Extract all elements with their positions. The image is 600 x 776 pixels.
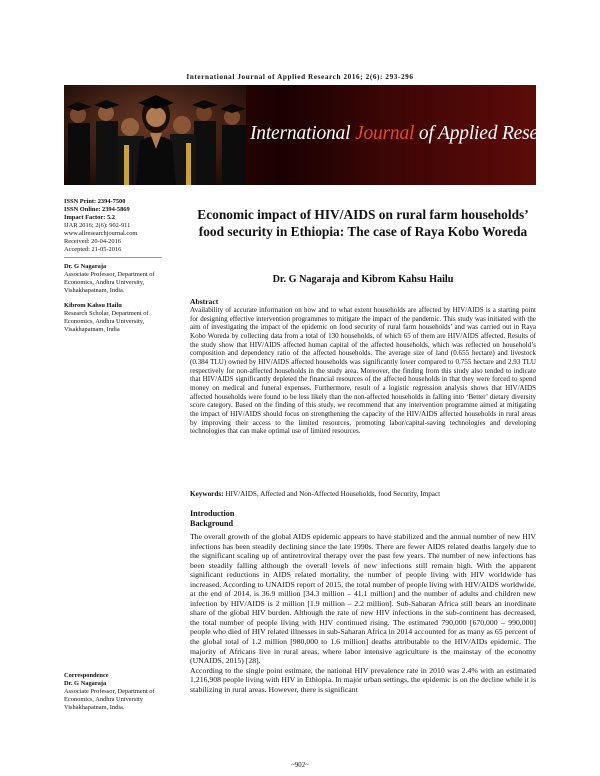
sidebar-divider (64, 257, 162, 258)
graduates-photo (64, 85, 246, 185)
body-paragraph-2: According to the single point estimate, the national HIV prevalence rate in 2010 was 2.4% with an estimated 1,216,908 people living with HIV in Ethiopia. In major urban settings, the epidemic is on the decline while it is stabilizing in rural areas. However, there is significant (190, 665, 536, 694)
author1-name: Dr. G Nagaraja (64, 263, 107, 270)
impact-factor: Impact Factor: 5.2 (64, 214, 115, 221)
page-number: ~902~ (291, 762, 309, 769)
body-paragraph-1: The overall growth of the global AIDS epidemic appears to have stabilized and the annual number of new HIV infections has been steadily declining since the late 1990s. There are fewer AIDS related deaths largely due to the significant scaling up of antiretroviral therapy over the past few years. The number of new infections has been steadily falling although the overall levels of new infections still remain high. With the apparent significant reductions in AIDS related mortality, the number of people living with HIV worldwide has increased. According to UNAIDS report of 2015, the total number of people living with HIV/AIDS worldwide, at the end of 2014, is 36.9 million [34.3 million – 41.1 million] and the number of adults and children new infection by HIV/AIDS is 2 million [1.9 million – 2.2 million]. Sub-Saharan Africa still bears an inordinate share of the global HIV burden. Although the rate of new HIV infections in the sub-continent has decreased, the total number of people living with HIV continued rising. The estimated 790,000 [670,000 – 990,000] people who died of HIV related illnesses in sub-Saharan Africa in 2014 accounted for as many as 65 percent of the global total of 1.2 million [980,000 to 1.6 million] deaths attributable to the HIV/AIDs epidemic. The majority of Africans live in rural areas, where labor intensive agriculture is the mainstay of the economy (UNAIDS, 2015) [28]. (190, 532, 536, 666)
body-text (190, 532, 536, 694)
introduction-heading: Introduction (190, 509, 235, 518)
abstract-heading: Abstract (190, 297, 219, 306)
abstract-text: Availability of accurate information on how and to what extent households are affected by HIV/AIDS is a starting point for designing effective intervention programmes to mitigate the impact of the pandemic. This study was initiated with the aim of investigating the impact of the epidemic on food security of rural farm households’ and was carried out in Raya Kobo Woreda by collecting data from a total of 130 households, of which 65 of them are HIV/AIDS affected. Results of the study show that HIV/AIDS affected human capital of the affected households, which was reflected on household’s composition and dependency ratio of the affected households. The average size of land (0.655 hectare) and livestock (0.384 TLU) owned by HIV/AIDS affected households was significantly lower compared to 0.755 hectare and 2.93 TLU respectively for non-affected households in the study area. Moreover, the finding from this study also tended to indicate that HIV/AIDS significantly depleted the financial resources of the affected households in that they were forced to spend money on medical and funeral expenses. Furthermore, result of a logistic regression analysis shows that HIV/AIDS affected households were found to be less likely than the non-affected households in falling into ‘Better’ dietary diversity score category. Based on the finding of this study, we recommend that any intervention programme aimed at mitigating the impact of HIV/AIDS should focus on strengthening the capacity of the HIV/AIDS affected households in rural areas by improving their access to the limited resources, promoting labor/capital-saving technologies and developing technologies that can make optimal use of limited resources. (190, 306, 536, 436)
keywords-line (190, 490, 536, 498)
author2-affiliation: Research Scholar, Department of Economics, Andhra University, Visakhapatnam, India (64, 310, 149, 333)
issn-print: ISSN Print: 2394-7500 (64, 198, 126, 205)
received-date: Received: 20-04-2016 (64, 238, 121, 245)
article-info-sidebar (64, 198, 164, 334)
correspondence-block (64, 672, 164, 712)
ijar-citation: IJAR 2016; 2(6): 902-911 (64, 222, 131, 229)
correspondence-name: Dr. G Nagaraja (64, 680, 107, 687)
issn-online: ISSN Online: 2394-5869 (64, 206, 130, 213)
paper-authors: Dr. G Nagaraja and Kibrom Kahsu Hailu (272, 274, 454, 285)
journal-banner (64, 85, 573, 185)
journal-title: International Journal of Applied Research (250, 123, 573, 144)
author2-name: Kibrom Kahsu Hailu (64, 302, 122, 309)
journal-website: www.allresearchjournal.com (64, 230, 138, 237)
keywords-list: HIV/AIDS, Affected and Non-Affected Households, food Security, Impact (223, 490, 441, 498)
journal-header-line: International Journal of Applied Research 2016; 2(6): 293-296 (186, 73, 414, 81)
author1-affiliation: Associate Professor, Department of Economics, Andhra University, Vishakhapatnam, India. (64, 271, 155, 294)
correspondence-heading: Correspondence (64, 672, 109, 679)
correspondence-affiliation: Associate Professor, Department of Economics, Andhra University Vishakhapatnam, India. (64, 688, 155, 711)
keywords-label: Keywords: (190, 490, 224, 498)
paper-title: Economic impact of HIV/AIDS on rural farm households’ food security in Ethiopia: The case of Raya Kobo Woreda (197, 207, 529, 239)
background-heading: Background (190, 519, 234, 528)
accepted-date: Accepted: 21-05-2016 (64, 246, 122, 253)
